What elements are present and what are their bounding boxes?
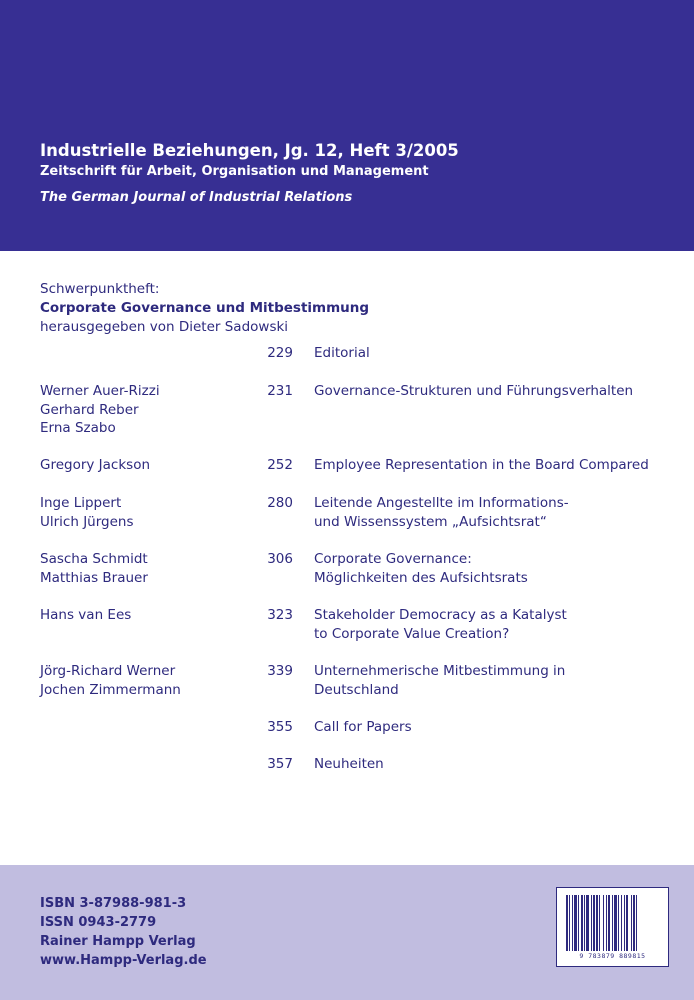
toc-author: Matthias Brauer (40, 569, 148, 586)
toc-page-number: 229 (267, 345, 293, 361)
toc-title-line: und Wissenssystem „Aufsichtsrat“ (314, 513, 547, 530)
toc-author: Jörg-Richard Werner (40, 663, 176, 679)
toc-authors (40, 662, 260, 699)
header-band (0, 0, 694, 251)
toc-authors (40, 456, 260, 475)
toc-title-line: Neuheiten (314, 756, 384, 772)
toc-title-line: Unternehmerische Mitbestimmung in (314, 663, 566, 679)
toc-article-title (314, 606, 684, 643)
toc-page-number: 252 (267, 457, 293, 473)
toc-title-line: Governance-Strukturen und Führungsverhalten (314, 383, 634, 399)
barcode-bar (574, 895, 577, 951)
toc-authors (40, 494, 260, 531)
barcode-bar (572, 895, 573, 951)
toc-title-line: to Corporate Value Creation? (314, 625, 510, 642)
barcode-bar (608, 895, 610, 951)
publisher-info (40, 894, 207, 970)
toc-author: Erna Szabo (40, 420, 116, 437)
barcode-bar (633, 895, 635, 951)
toc-title-line: Stakeholder Democracy as a Katalyst (314, 607, 567, 623)
toc-title-line: Editorial (314, 345, 370, 361)
toc-page-number: 339 (267, 663, 293, 679)
barcode-bar (584, 895, 585, 951)
journal-title: Industrielle Beziehungen, Jg. 12, Heft 3/2005 (40, 141, 459, 160)
toc-author: Gregory Jackson (40, 457, 151, 473)
toc-title-line: Employee Representation in the Board Compared (314, 457, 649, 473)
toc-authors (40, 382, 260, 438)
toc-article-title (314, 382, 684, 401)
barcode-bar (593, 895, 595, 951)
toc-article-title (314, 662, 684, 699)
publisher-name: Rainer Hampp Verlag (40, 934, 196, 949)
toc-author: Sascha Schmidt (40, 551, 148, 567)
publisher-website: www.Hampp-Verlag.de (40, 953, 207, 968)
barcode-bar (618, 895, 619, 951)
barcode-bar (599, 895, 600, 951)
barcode-bar (606, 895, 607, 951)
toc-page-number: 355 (267, 719, 293, 735)
barcode-bar (569, 895, 570, 951)
toc-article-title (314, 755, 684, 774)
barcode-bar (581, 895, 583, 951)
toc-page-number: 280 (267, 495, 293, 511)
barcode-bar (596, 895, 598, 951)
barcode-bar (612, 895, 613, 951)
issue-theme: Corporate Governance und Mitbestimmung (40, 300, 370, 316)
barcode-bar (586, 895, 589, 951)
barcode-bar (614, 895, 617, 951)
issue-label: Schwerpunktheft: (40, 281, 160, 297)
issue-editor: herausgegeben von Dieter Sadowski (40, 319, 289, 335)
toc-title-line: Corporate Governance: (314, 551, 472, 567)
toc-author: Jochen Zimmermann (40, 681, 181, 698)
toc-title-line: Leitende Angestellte im Informations- (314, 495, 569, 511)
toc-authors (40, 550, 260, 587)
barcode-number: 9 783879 889815 (579, 952, 646, 960)
toc-authors (40, 606, 260, 625)
toc-page-number: 323 (267, 607, 293, 623)
barcode-bar (636, 895, 637, 951)
toc-article-title (314, 494, 684, 531)
toc-author: Hans van Ees (40, 607, 132, 623)
toc-author: Inge Lippert (40, 495, 122, 511)
journal-subtitle: Zeitschrift für Arbeit, Organisation und Management (40, 164, 429, 179)
journal-english-title: The German Journal of Industrial Relations (40, 190, 353, 205)
barcode-bar (631, 895, 632, 951)
toc-page-number: 306 (267, 551, 293, 567)
toc-article-title (314, 344, 684, 363)
toc-article-title (314, 718, 684, 737)
toc-author: Werner Auer-Rizzi (40, 383, 160, 399)
barcode (556, 887, 669, 967)
barcode-bar (566, 895, 568, 951)
barcode-bar (603, 895, 604, 951)
issn: ISSN 0943-2779 (40, 915, 157, 930)
toc-author: Ulrich Jürgens (40, 513, 134, 530)
toc-page-number: 357 (267, 756, 293, 772)
toc-article-title (314, 550, 684, 587)
isbn: ISBN 3-87988-981-3 (40, 896, 187, 911)
toc-article-title (314, 456, 684, 475)
toc-title-line: Deutschland (314, 681, 399, 698)
toc-page-number: 231 (267, 383, 293, 399)
toc-title-line: Call for Papers (314, 719, 412, 735)
barcode-bar (621, 895, 622, 951)
toc-title-line: Möglichkeiten des Aufsichtsrats (314, 569, 528, 586)
toc-author: Gerhard Reber (40, 401, 139, 418)
barcode-bars (566, 895, 660, 951)
barcode-bar (591, 895, 592, 951)
barcode-bar (626, 895, 628, 951)
barcode-bar (624, 895, 625, 951)
barcode-bar (578, 895, 579, 951)
